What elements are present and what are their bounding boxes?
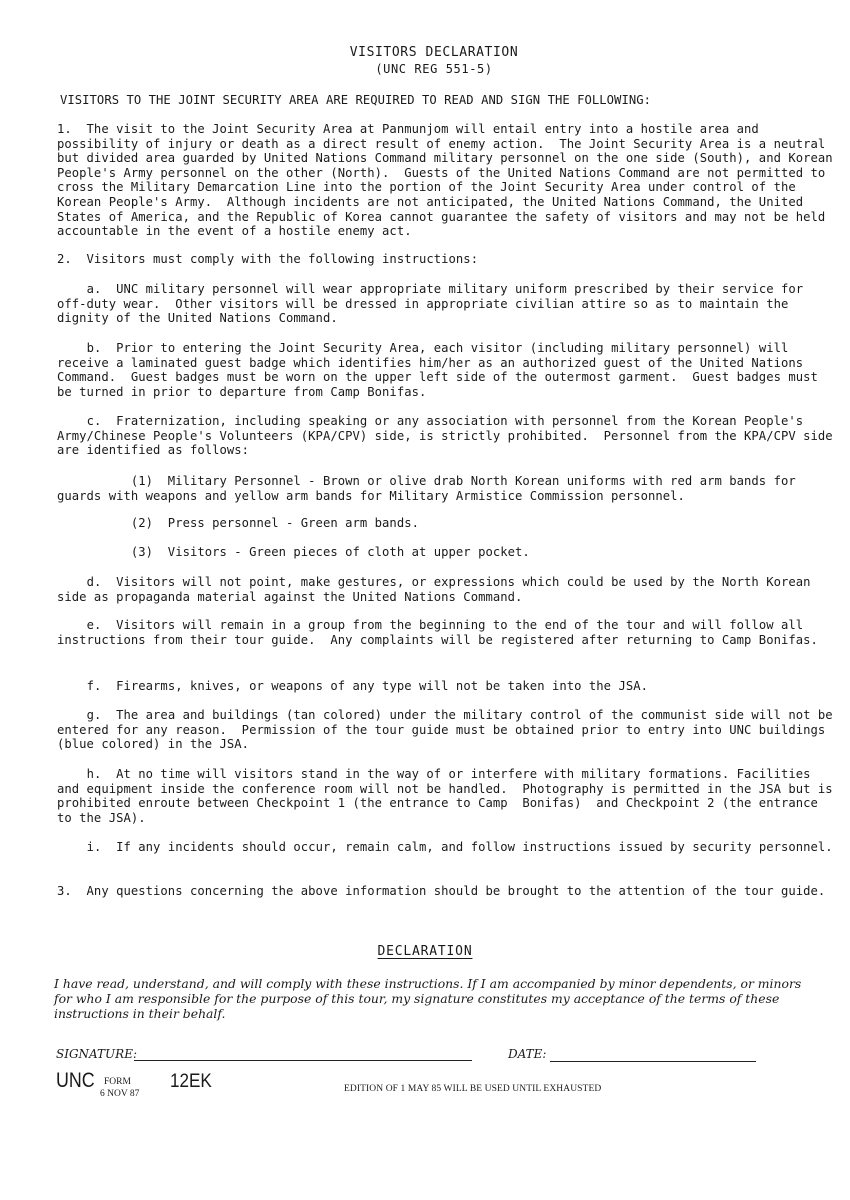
instruction-f: f. Firearms, knives, or weapons of any type will not be taken into the JSA. bbox=[57, 679, 649, 693]
instruction-c-1: (1) Military Personnel - Brown or olive drab North Korean uniforms with red arm bands for guards with weapons and yellow arm bands for Military Armistice Commission personnel. bbox=[57, 474, 804, 503]
instruction-h: h. At no time will visitors stand in the way of or interfere with military formations. Facilities and equipment inside the conference room will not be handled. Photography is permitted in the JSA but is prohibited enroute between Checkpoint 1 (the entrance to Camp Bonifas) and Checkpoint 2 (the entrance to the JSA). bbox=[57, 767, 841, 825]
instruction-i: i. If any incidents should occur, remain calm, and follow instructions issued by security personnel. bbox=[57, 840, 833, 854]
date-label: DATE: bbox=[508, 1047, 547, 1061]
declaration-heading bbox=[0, 945, 850, 960]
instruction-c-3: (3) Visitors - Green pieces of cloth at upper pocket. bbox=[57, 545, 530, 559]
declaration-heading-text: DECLARATION bbox=[377, 944, 473, 959]
form-number: 12EK bbox=[170, 1071, 212, 1092]
instruction-b: b. Prior to entering the Joint Security Area, each visitor (including military personnel) will receive a laminated guest badge which identifies him/her as an authorized guest of the United Nations Command. Guest badges must be worn on the upper left side of the outermost garment. Guest badges must be turned in prior to departure from Camp Bonifas. bbox=[57, 341, 826, 399]
form-date: 6 NOV 87 bbox=[100, 1089, 140, 1099]
signature-label: SIGNATURE: bbox=[56, 1047, 138, 1061]
instruction-a: a. UNC military personnel will wear appropriate military uniform prescribed by their service for off-duty wear. Other visitors will be dressed in appropriate civilian attire so as to maintain the dignity of the United Nations Command. bbox=[57, 282, 811, 326]
intro-instruction: VISITORS TO THE JOINT SECURITY AREA ARE REQUIRED TO READ AND SIGN THE FOLLOWING: bbox=[60, 93, 651, 107]
signature-line[interactable] bbox=[134, 1060, 472, 1061]
instruction-g: g. The area and buildings (tan colored) under the military control of the communist side will not be entered for any reason. Permission of the tour guide must be obtained prior to entry into UNC buildings (blue colored) in the JSA. bbox=[57, 708, 841, 752]
declaration-statement: I have read, understand, and will comply with these instructions. If I am accompanied by minor dependents, or minors for who I am responsible for the purpose of this tour, my signature constitutes my acceptance of the terms of these instructions in their behalf. bbox=[54, 976, 802, 1021]
document-subtitle: (UNC REG 551-5) bbox=[375, 62, 493, 76]
instruction-c: c. Fraternization, including speaking or any association with personnel from the Korean People's Army/Chinese People's Volunteers (KPA/CPV) side, is strictly prohibited. Personnel from the KPA/CPV side are identified as follows: bbox=[57, 414, 841, 458]
instruction-e: e. Visitors will remain in a group from the beginning to the end of the tour and will follow all instructions from their tour guide. Any complaints will be registered after returning to Camp Bonifas. bbox=[57, 618, 818, 647]
date-line[interactable] bbox=[550, 1061, 756, 1062]
instruction-d: d. Visitors will not point, make gestures, or expressions which could be used by the North Korean side as propaganda material against the United Nations Command. bbox=[57, 575, 818, 604]
paragraph-2: 2. Visitors must comply with the following instructions: bbox=[57, 252, 479, 266]
paragraph-1: 1. The visit to the Joint Security Area at Panmunjom will entail entry into a hostile area and possibility of injury or death as a direct result of enemy action. The Joint Security Area is a neutral but divided area guarded by United Nations Command military personnel on the one side (South), and Korean People's Army personnel on the other (North). Guests of the United Nations Command are not permitted to cross the Military Demarcation Line into the portion of the Joint Security Area under control of the Korean People's Army. Although incidents are not anticipated, the United Nations Command, the United States of America, and the Republic of Korea cannot guarantee the safety of visitors and may not be held accountable in the event of a hostile enemy act. bbox=[57, 122, 841, 239]
org-label: UNC bbox=[56, 1069, 95, 1092]
paragraph-3: 3. Any questions concerning the above information should be brought to the attention of the tour guide. bbox=[57, 884, 826, 898]
form-word: FORM bbox=[104, 1077, 131, 1087]
instruction-c-2: (2) Press personnel - Green arm bands. bbox=[57, 516, 419, 530]
document-title: VISITORS DECLARATION bbox=[349, 45, 519, 60]
edition-note: EDITION OF 1 MAY 85 WILL BE USED UNTIL EXHAUSTED bbox=[344, 1084, 602, 1094]
